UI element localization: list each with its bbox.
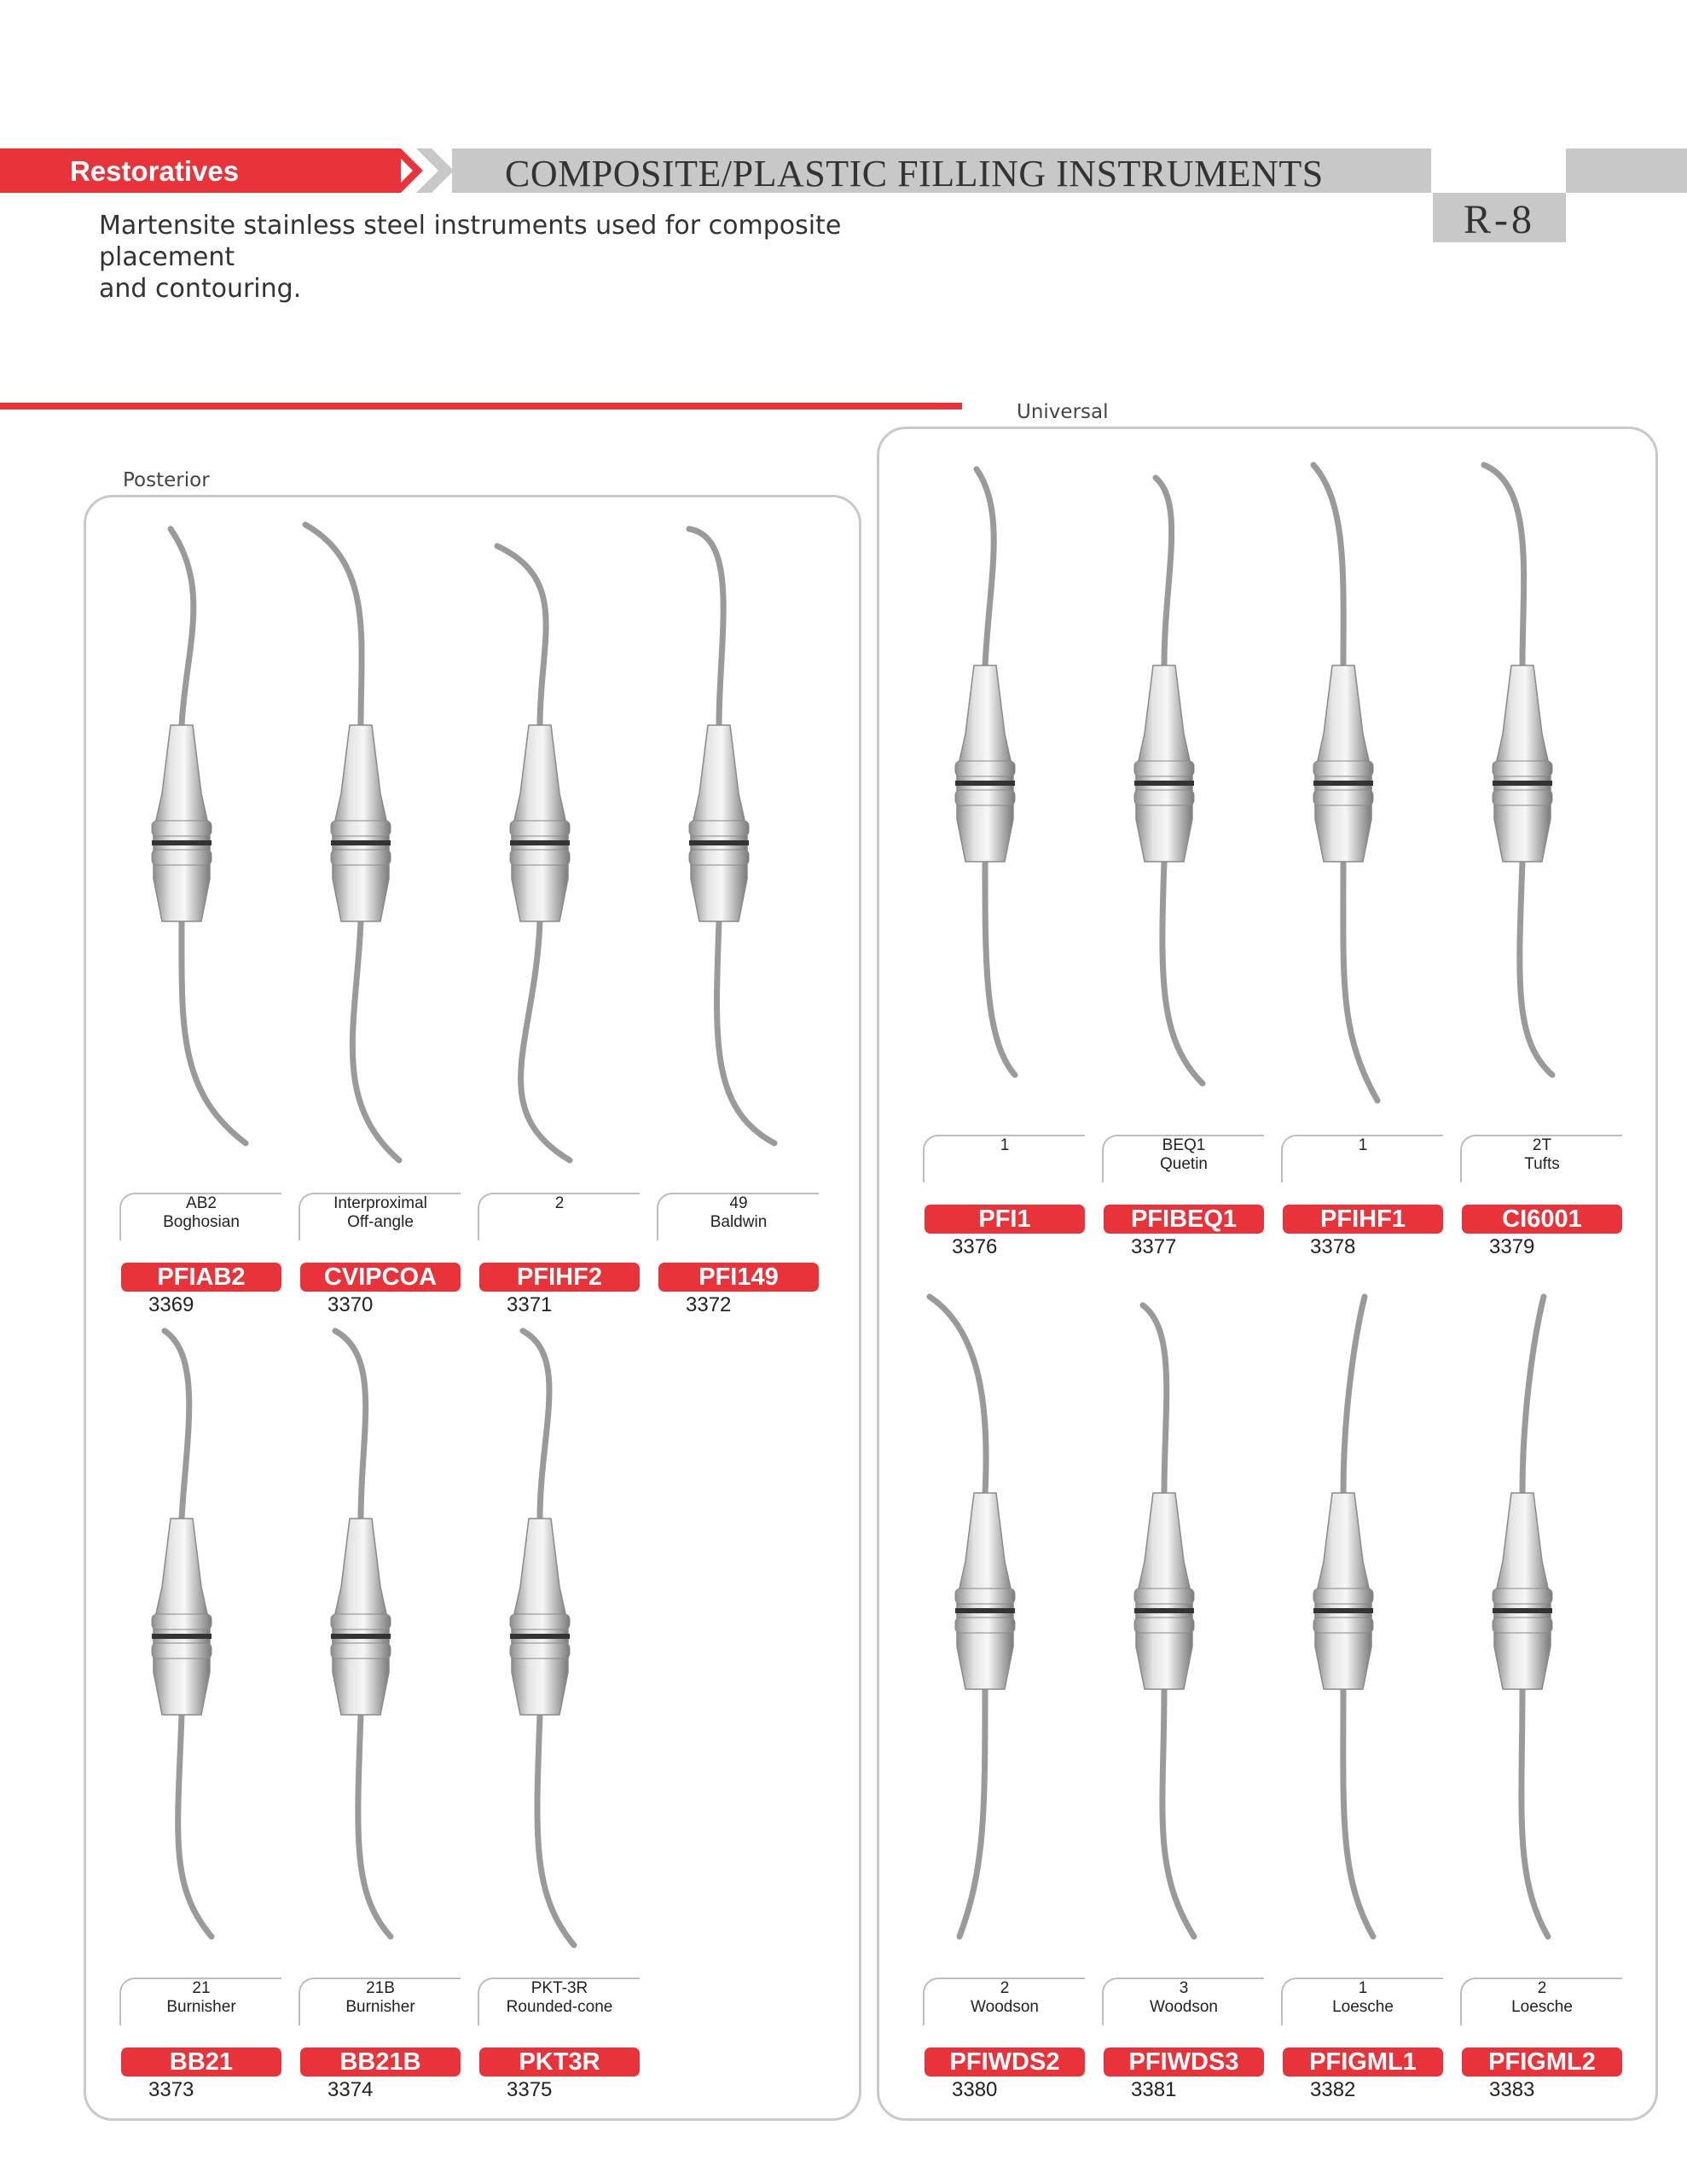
dental-instrument-icon — [450, 1305, 629, 1988]
instrument-caption — [119, 1193, 281, 1240]
instrument-illustration — [1254, 1280, 1433, 1962]
product-code-badge: PFI1 — [925, 1205, 1085, 1234]
instrument-name-line1: Interproximal — [333, 1194, 427, 1212]
instrument-caption — [478, 1978, 640, 2025]
intro-text — [99, 210, 952, 305]
catalog-number: 3380 — [952, 2078, 998, 2101]
dental-instrument-icon — [92, 1305, 271, 1988]
dental-instrument-icon — [896, 1280, 1075, 1962]
universal-section-label: Universal — [1017, 401, 1109, 423]
product-code-badge: BB21 — [121, 2048, 281, 2077]
instrument-name-line2: Quetin — [1160, 1155, 1208, 1173]
catalog-number: 3373 — [148, 2078, 194, 2101]
product-code-badge: PFIHF1 — [1283, 1205, 1443, 1234]
product-code-badge: PFIWDS2 — [925, 2048, 1085, 2077]
instrument-illustration — [1075, 1280, 1254, 1962]
instrument-caption — [478, 1193, 640, 1240]
instrument-name-line1: 3 — [1179, 1979, 1189, 1997]
page-title: COMPOSITE/PLASTIC FILLING INSTRUMENTS — [505, 153, 1324, 195]
instrument-name-line2: Off-angle — [347, 1213, 414, 1231]
instrument-name-line2: Baldwin — [710, 1213, 768, 1231]
instrument-name-line1: 1 — [1358, 1136, 1368, 1154]
instrument-name-line2: Woodson — [1150, 1998, 1218, 2016]
instrument-illustration — [450, 1305, 629, 1988]
catalog-number: 3381 — [1131, 2078, 1177, 2101]
instrument-name-line1: PKT-3R — [530, 1979, 588, 1997]
instrument-name-line1: BEQ1 — [1162, 1136, 1206, 1154]
instrument-name-line2: Burnisher — [345, 1998, 415, 2016]
catalog-number: 3382 — [1310, 2078, 1356, 2101]
instrument-name-line1: 21 — [192, 1979, 211, 1997]
catalog-number: 3376 — [952, 1235, 998, 1258]
divider-rule — [0, 403, 962, 410]
catalog-number: 3374 — [328, 2078, 374, 2101]
intro-line-1: Martensite stainless steel instruments used for composite placement — [99, 211, 842, 272]
instrument-illustration — [1433, 452, 1612, 1135]
header-right-bar — [1566, 148, 1687, 193]
dental-instrument-icon — [1433, 1280, 1612, 1962]
instrument-name-line1: AB2 — [186, 1194, 217, 1212]
product-code-badge: PFIGML1 — [1283, 2048, 1443, 2077]
product-code-badge: CI6001 — [1462, 1205, 1622, 1234]
instrument-caption — [299, 1193, 461, 1240]
instrument-name-line1: 1 — [1000, 1136, 1010, 1154]
category-tab — [0, 148, 401, 193]
catalog-number: 3369 — [148, 1293, 194, 1316]
posterior-section-label: Posterior — [123, 469, 210, 491]
instrument-name-line1: 2 — [1000, 1979, 1010, 1997]
product-code-badge: BB21B — [300, 2048, 461, 2077]
instrument-caption — [299, 1978, 461, 2025]
title-bar — [452, 148, 1431, 193]
instrument-illustration — [629, 512, 809, 1194]
instrument-illustration — [1075, 452, 1254, 1135]
instrument-caption — [1102, 1978, 1264, 2025]
instrument-caption — [923, 1135, 1085, 1182]
instrument-caption — [657, 1193, 819, 1240]
instrument-name-line1: 49 — [729, 1194, 748, 1212]
instrument-illustration — [896, 1280, 1075, 1962]
instrument-name-line1: 1 — [1358, 1979, 1368, 1997]
instrument-caption — [1102, 1135, 1264, 1182]
instrument-name-line2: Rounded-cone — [506, 1998, 613, 2016]
instrument-name-line1: 2 — [554, 1194, 565, 1212]
catalog-number: 3370 — [328, 1293, 374, 1316]
instrument-name-line2: Tufts — [1524, 1155, 1560, 1173]
instrument-illustration — [1433, 1280, 1612, 1962]
instrument-name-line1: 2 — [1537, 1979, 1547, 1997]
dental-instrument-icon — [896, 452, 1075, 1135]
catalog-number: 3371 — [507, 1293, 553, 1316]
instrument-caption — [923, 1978, 1085, 2025]
dental-instrument-icon — [1254, 452, 1433, 1135]
instrument-illustration — [450, 512, 629, 1194]
product-code-badge: CVIPCOA — [300, 1263, 461, 1292]
catalog-number: 3372 — [686, 1293, 732, 1316]
dental-instrument-icon — [1075, 1280, 1254, 1962]
instrument-illustration — [271, 1305, 450, 1988]
instrument-name-line2: Loesche — [1511, 1998, 1573, 2016]
dental-instrument-icon — [629, 512, 809, 1194]
dental-instrument-icon — [271, 512, 450, 1194]
instrument-name-line2: Woodson — [971, 1998, 1039, 2016]
dental-instrument-icon — [1254, 1280, 1433, 1962]
instrument-caption — [1281, 1978, 1443, 2025]
product-code-badge: PFIWDS3 — [1104, 2048, 1264, 2077]
product-code-badge: PFIGML2 — [1462, 2048, 1622, 2077]
instrument-illustration — [92, 512, 271, 1194]
instrument-illustration — [92, 1305, 271, 1988]
instrument-illustration — [1254, 452, 1433, 1135]
instrument-illustration — [271, 512, 450, 1194]
product-code-badge: PFIHF2 — [479, 1263, 640, 1292]
intro-line-2: and contouring. — [99, 274, 302, 304]
instrument-illustration — [896, 452, 1075, 1135]
instrument-caption — [119, 1978, 281, 2025]
category-label: Restoratives — [70, 155, 240, 187]
dental-instrument-icon — [1075, 452, 1254, 1135]
product-code-badge: PKT3R — [479, 2048, 640, 2077]
catalog-number: 3377 — [1131, 1235, 1177, 1258]
dental-instrument-icon — [1433, 452, 1612, 1135]
product-code-badge: PFIBEQ1 — [1104, 1205, 1264, 1234]
dental-instrument-icon — [271, 1305, 450, 1988]
instrument-name-line2: Loesche — [1332, 1998, 1394, 2016]
product-code-badge: PFI149 — [658, 1263, 819, 1292]
instrument-caption — [1281, 1135, 1443, 1182]
catalog-number: 3378 — [1310, 1235, 1356, 1258]
catalog-number: 3375 — [507, 2078, 553, 2101]
instrument-caption — [1460, 1135, 1622, 1182]
instrument-caption — [1460, 1978, 1622, 2025]
instrument-name-line1: 2T — [1532, 1136, 1552, 1154]
dental-instrument-icon — [450, 512, 629, 1194]
page-number-box — [1433, 193, 1566, 242]
catalog-number: 3379 — [1489, 1235, 1535, 1258]
product-code-badge: PFIAB2 — [121, 1263, 281, 1292]
instrument-name-line2: Burnisher — [166, 1998, 236, 2016]
instrument-name-line2: Boghosian — [163, 1213, 240, 1231]
dental-instrument-icon — [92, 512, 271, 1194]
page-number: R-8 — [1464, 197, 1535, 242]
catalog-number: 3383 — [1489, 2078, 1535, 2101]
instrument-name-line1: 21B — [366, 1979, 395, 1997]
